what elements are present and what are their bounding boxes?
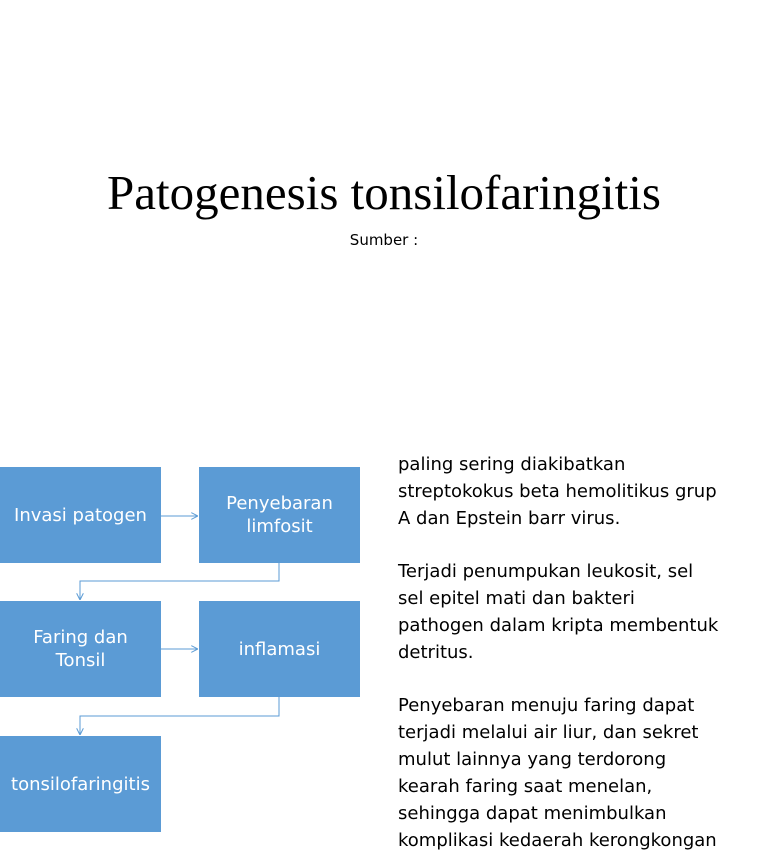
flow-step-penyebaran-limfosit — [199, 467, 360, 563]
description-paragraph-spread: Penyebaran menuju faring dapat terjadi melalui air liur, dan sekret mulut lainnya yang terdorong kearah faring saat menelan, sehingga dapat menimbulkan komplikasi kedaerah kerongkongan — [398, 695, 717, 851]
flow-step-inflamasi — [199, 601, 360, 697]
flow-step-label: tonsilofaringitis — [11, 773, 150, 795]
flow-step-label: Invasi patogen — [14, 504, 147, 526]
flow-step-label: inflamasi — [238, 638, 321, 660]
slide-subtitle: Sumber : — [349, 231, 419, 249]
flow-step-label: Penyebaran limfosit — [226, 493, 333, 537]
slide-title: Patogenesis tonsilofaringitis — [107, 165, 661, 220]
flow-step-faring-dan-tonsil — [0, 601, 161, 697]
connector-penyebaran-to-faring — [80, 563, 279, 599]
flow-step-label: Faring dan Tonsil — [33, 627, 128, 671]
description-text — [398, 451, 758, 854]
flow-step-invasi-patogen — [0, 467, 161, 563]
connector-inflamasi-to-tonsilofaringitis — [80, 697, 279, 734]
description-paragraph-cause: paling sering diakibatkan streptokokus beta hemolitikus grup A dan Epstein barr virus. — [398, 454, 717, 529]
flow-step-tonsilofaringitis — [0, 736, 161, 832]
description-paragraph-detritus: Terjadi penumpukan leukosit, sel sel epitel mati dan bakteri pathogen dalam kripta membentuk detritus. — [398, 561, 719, 663]
